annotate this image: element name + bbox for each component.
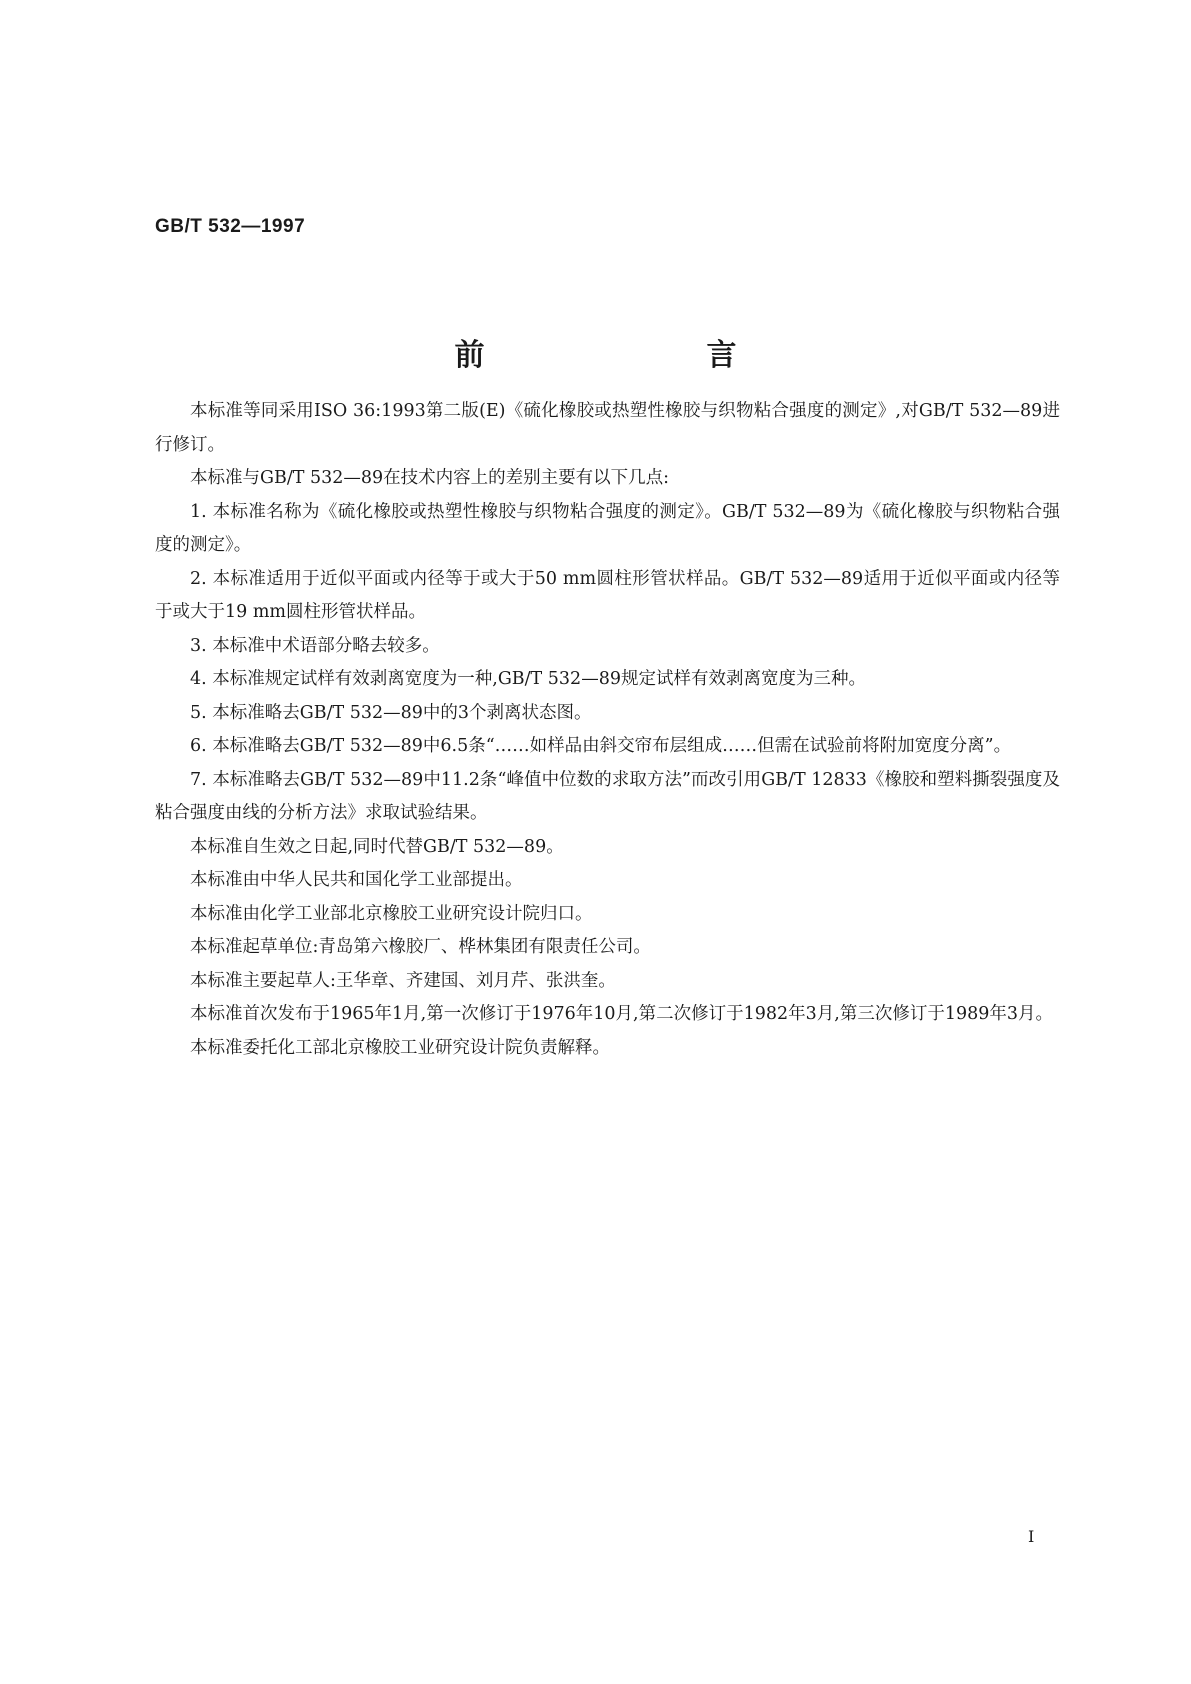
paragraph-difference-3: 3. 本标准中术语部分略去较多。 [190,635,440,656]
paragraph-administered-by: 本标准由化学工业部北京橡胶工业研究设计院归口。 [190,903,593,924]
page-number: I [1028,1527,1035,1546]
paragraph-differences-lead: 本标准与GB/T 532—89在技术内容上的差别主要有以下几点: [190,468,670,488]
paragraph-proposed-by: 本标准由中华人民共和国化学工业部提出。 [190,870,523,890]
paragraph-interpretation: 本标准委托化工部北京橡胶工业研究设计院负责解释。 [190,1037,610,1058]
foreword-body [155,395,1060,1065]
paragraph-difference-6: 6. 本标准略去GB/T 532—89中6.5条“……如样品由斜交帘布层组成……但需在试验前将附加宽度分离”。 [190,736,1012,756]
paragraph-difference-2: 2. 本标准适用于近似平面或内径等于或大于50 mm圆柱形管状样品。GB/T 532—89适用于近似平面或内径等于或大于19 mm圆柱形管状样品。 [155,568,1060,622]
paragraph-replacement: 本标准自生效之日起,同时代替GB/T 532—89。 [190,836,564,857]
paragraph-difference-7: 7. 本标准略去GB/T 532—89中11.2条“峰值中位数的求取方法”而改引用GB/T 12833《橡胶和塑料撕裂强度及粘合强度由线的分析方法》求取试验结果。 [155,769,1060,823]
paragraph-intro: 本标准等同采用ISO 36:1993第二版(E)《硫化橡胶或热塑性橡胶与织物粘合强度的测定》,对GB/T 532—89进行修订。 [155,401,1060,455]
standard-code: GB/T 532—1997 [155,216,306,237]
paragraph-difference-5: 5. 本标准略去GB/T 532—89中的3个剥离状态图。 [190,702,592,723]
paragraph-history: 本标准首次发布于1965年1月,第一次修订于1976年10月,第二次修订于1982年3月,第三次修订于1989年3月。 [190,1004,1054,1024]
paragraph-drafting-units: 本标准起草单位:青岛第六橡胶厂、桦林集团有限责任公司。 [190,937,651,957]
section-title-foreword: 前 言 [454,338,833,373]
paragraph-drafters: 本标准主要起草人:王华章、齐建国、刘月芹、张洪奎。 [190,970,616,991]
paragraph-difference-4: 4. 本标准规定试样有效剥离宽度为一种,GB/T 532—89规定试样有效剥离宽度为三种。 [190,669,866,689]
paragraph-difference-1: 1. 本标准名称为《硫化橡胶或热塑性橡胶与织物粘合强度的测定》。GB/T 532—89为《硫化橡胶与织物粘合强度的测定》。 [155,501,1060,555]
